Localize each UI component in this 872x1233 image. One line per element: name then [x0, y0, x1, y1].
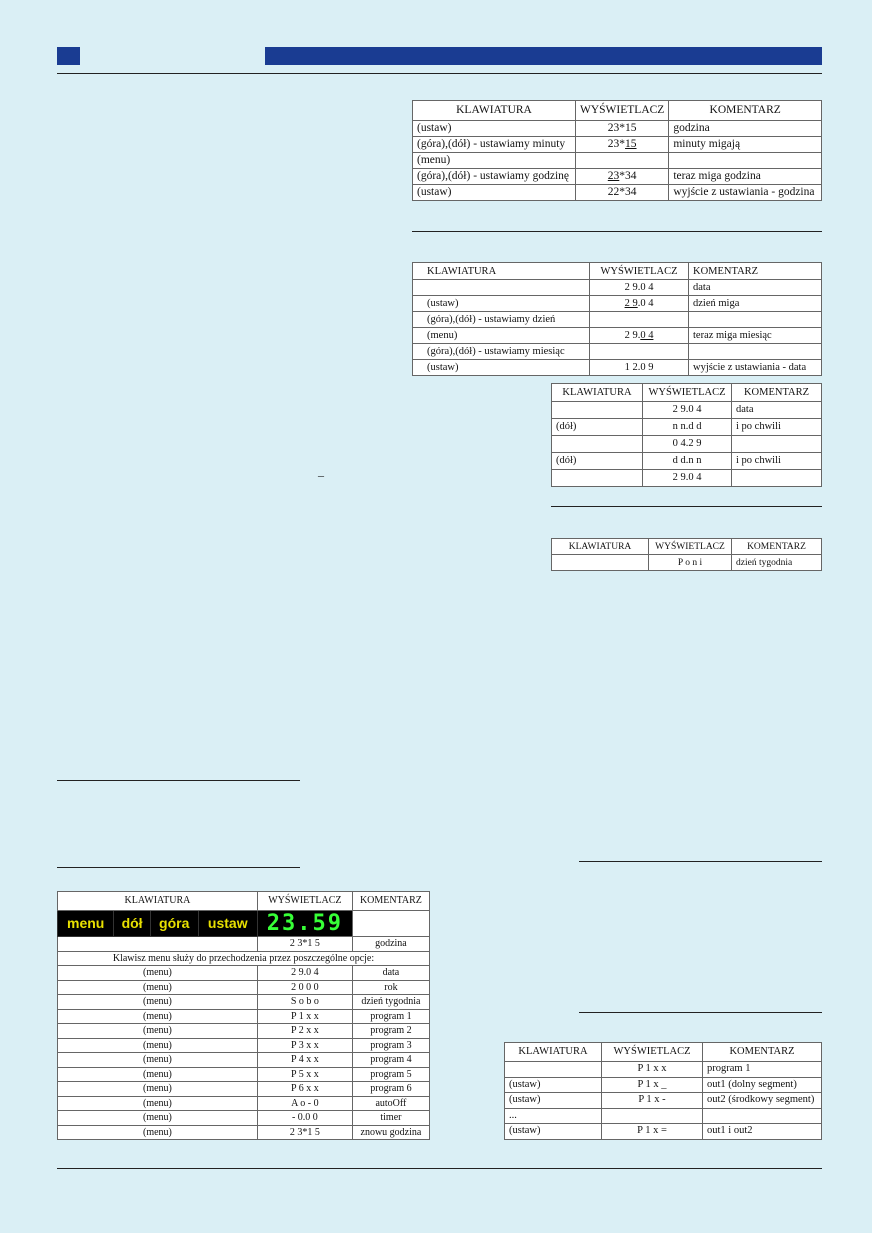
table-row	[58, 1067, 430, 1082]
key-cell: ...	[505, 1108, 602, 1124]
table-row	[552, 419, 822, 436]
display-cell: P 3 x x	[257, 1038, 352, 1053]
key-cell: (ustaw)	[413, 296, 590, 312]
key-cell: (menu)	[413, 153, 576, 169]
key-cell: (ustaw)	[413, 185, 576, 201]
comment-cell: autoOff	[352, 1096, 429, 1111]
display-cell: 2 9.0 4	[257, 966, 352, 981]
key-cell: (menu)	[58, 1082, 258, 1097]
table-row	[552, 453, 822, 470]
key-cell: (menu)	[58, 1096, 258, 1111]
display-cell: 2 9.0 4	[590, 296, 689, 312]
table-row	[58, 1096, 430, 1111]
comment-cell: teraz miga godzina	[669, 169, 822, 185]
col-header-komentarz: KOMENTARZ	[689, 263, 822, 280]
table-row	[413, 137, 822, 153]
menu-key-button[interactable]: menu	[58, 911, 114, 937]
key-cell: (dół)	[552, 419, 643, 436]
comment-cell: minuty migają	[669, 137, 822, 153]
col-header-klawiatura: KLAWIATURA	[552, 384, 643, 402]
comment-cell: dzień tygodnia	[732, 555, 822, 571]
key-cell: (menu)	[58, 1038, 258, 1053]
table-row	[413, 312, 822, 328]
table-row	[58, 1009, 430, 1024]
table-time-setting	[412, 100, 822, 201]
table-row	[505, 1093, 822, 1109]
table-row	[58, 966, 430, 981]
comment-cell: program 4	[352, 1053, 429, 1068]
display-cell: 23*34	[576, 169, 669, 185]
table-row	[413, 328, 822, 344]
table-row	[505, 1124, 822, 1140]
comment-cell: teraz miga miesiąc	[689, 328, 822, 344]
display-cell: P o n i	[649, 555, 732, 571]
display-cell: P 1 x x	[602, 1062, 703, 1078]
header-bar	[265, 47, 822, 65]
comment-cell: data	[352, 966, 429, 981]
display-cell: P 5 x x	[257, 1067, 352, 1082]
key-cell	[552, 555, 649, 571]
footer-rule	[57, 1168, 822, 1169]
up-key-button[interactable]: góra	[150, 911, 198, 937]
comment-cell: data	[732, 402, 822, 419]
col-header-komentarz: KOMENTARZ	[703, 1043, 822, 1062]
display-cell	[590, 344, 689, 360]
key-cell: (góra),(dół) - ustawiamy miesiąc	[413, 344, 590, 360]
table-row	[413, 153, 822, 169]
key-cell: (menu)	[58, 1125, 258, 1140]
key-cell	[413, 280, 590, 296]
comment-cell: i po chwili	[732, 419, 822, 436]
comment-cell	[689, 312, 822, 328]
menu-note: Klawisz menu służy do przechodzenia przez poszczególne opcje:	[58, 951, 430, 966]
comment-cell	[669, 153, 822, 169]
key-cell: (ustaw)	[505, 1124, 602, 1140]
header-rule	[57, 73, 822, 74]
table-row	[58, 1024, 430, 1039]
table-row	[58, 937, 430, 952]
key-cell: (ustaw)	[413, 360, 590, 376]
display-cell	[576, 153, 669, 169]
display-cell: 23*15	[576, 121, 669, 137]
comment-cell	[732, 436, 822, 453]
col-header-wyswietlacz: WYŚWIETLACZ	[643, 384, 732, 402]
col-header-klawiatura: KLAWIATURA	[505, 1043, 602, 1062]
comment-cell: program 3	[352, 1038, 429, 1053]
comment-cell: out1 (dolny segment)	[703, 1077, 822, 1093]
table-row	[505, 1062, 822, 1078]
key-cell: (menu)	[58, 980, 258, 995]
display-cell: 2 3*1 5	[257, 937, 352, 952]
set-key-button[interactable]: ustaw	[198, 911, 257, 937]
display-cell: - 0.0 0	[257, 1111, 352, 1126]
key-cell: (góra),(dół) - ustawiamy minuty	[413, 137, 576, 153]
display-cell: 2 9.0 4	[643, 402, 732, 419]
key-cell: (menu)	[58, 1067, 258, 1082]
comment-cell: godzina	[352, 937, 429, 952]
table-row	[58, 980, 430, 995]
comment-cell	[352, 911, 429, 937]
stray-mark: _	[318, 464, 324, 478]
comment-cell: data	[689, 280, 822, 296]
section-rule	[412, 231, 822, 232]
key-cell: (góra),(dół) - ustawiamy dzień	[413, 312, 590, 328]
col-header-komentarz: KOMENTARZ	[669, 101, 822, 121]
comment-cell: program 5	[352, 1067, 429, 1082]
comment-cell: out1 i out2	[703, 1124, 822, 1140]
display-cell: P 1 x _	[602, 1077, 703, 1093]
key-cell: (menu)	[58, 1111, 258, 1126]
display-cell: 2 3*1 5	[257, 1125, 352, 1140]
table-weekday	[551, 538, 822, 571]
key-cell	[58, 937, 258, 952]
display-cell: P 1 x -	[602, 1093, 703, 1109]
comment-cell	[703, 1108, 822, 1124]
display-cell: 2 9.0 4	[590, 328, 689, 344]
col-header-komentarz: KOMENTARZ	[352, 892, 429, 911]
display-cell: A o - 0	[257, 1096, 352, 1111]
display-cell: 23*15	[576, 137, 669, 153]
display-cell	[590, 312, 689, 328]
comment-cell: wyjście z ustawiania - godzina	[669, 185, 822, 201]
comment-cell: dzień tygodnia	[352, 995, 429, 1010]
section-rule	[551, 506, 822, 507]
table-row	[552, 436, 822, 453]
col-header-klawiatura: KLAWIATURA	[552, 539, 649, 555]
key-cell: (ustaw)	[505, 1077, 602, 1093]
table-row	[413, 280, 822, 296]
display-cell: 1 2.0 9	[590, 360, 689, 376]
key-cell	[505, 1062, 602, 1078]
blinking-digits: 2 9	[624, 298, 638, 309]
table-row	[58, 1125, 430, 1140]
comment-cell: program 2	[352, 1024, 429, 1039]
col-header-wyswietlacz: WYŚWIETLACZ	[590, 263, 689, 280]
key-cell	[552, 470, 643, 487]
comment-cell: out2 (środkowy segment)	[703, 1093, 822, 1109]
table-row	[58, 1053, 430, 1068]
col-header-wyswietlacz: WYŚWIETLACZ	[576, 101, 669, 121]
key-cell: (menu)	[58, 1009, 258, 1024]
section-rule	[57, 780, 300, 781]
col-header-komentarz: KOMENTARZ	[732, 539, 822, 555]
table-program-outputs	[504, 1042, 822, 1140]
display-cell: 22*34	[576, 185, 669, 201]
table-row	[58, 1111, 430, 1126]
display-cell: d d.n n	[643, 453, 732, 470]
col-header-klawiatura: KLAWIATURA	[413, 101, 576, 121]
display-cell: 2 9.0 4	[590, 280, 689, 296]
table-row	[413, 360, 822, 376]
comment-cell: rok	[352, 980, 429, 995]
display-cell	[602, 1108, 703, 1124]
comment-cell: dzień miga	[689, 296, 822, 312]
key-cell	[552, 436, 643, 453]
comment-cell: wyjście z ustawiania - data	[689, 360, 822, 376]
col-header-wyswietlacz: WYŚWIETLACZ	[602, 1043, 703, 1062]
key-cell: (menu)	[58, 1024, 258, 1039]
table-row	[58, 995, 430, 1010]
table-row	[58, 1082, 430, 1097]
down-key-button[interactable]: dół	[114, 911, 150, 937]
display-cell: P 2 x x	[257, 1024, 352, 1039]
led-display-digits: 23.59	[266, 910, 343, 936]
section-rule	[579, 1012, 822, 1013]
comment-cell	[732, 470, 822, 487]
key-cell: (menu)	[58, 995, 258, 1010]
comment-cell	[689, 344, 822, 360]
display-cell: S o b o	[257, 995, 352, 1010]
blinking-digits: 23	[607, 170, 620, 182]
key-cell: (menu)	[58, 1053, 258, 1068]
blinking-digits: 0 4	[640, 330, 654, 341]
col-header-wyswietlacz: WYŚWIETLACZ	[257, 892, 352, 911]
display-cell: 0 4.2 9	[643, 436, 732, 453]
display-cell: 2 9.0 4	[643, 470, 732, 487]
display-cell: P 1 x x	[257, 1009, 352, 1024]
blinking-digits: 15	[625, 138, 637, 150]
comment-cell: program 1	[352, 1009, 429, 1024]
key-cell: (menu)	[58, 966, 258, 981]
comment-cell: program 1	[703, 1062, 822, 1078]
comment-cell: znowu godzina	[352, 1125, 429, 1140]
table-row	[58, 951, 430, 966]
display-cell: P 1 x =	[602, 1124, 703, 1140]
comment-cell: i po chwili	[732, 453, 822, 470]
table-row	[505, 1077, 822, 1093]
header-square	[57, 47, 80, 65]
comment-cell: program 6	[352, 1082, 429, 1097]
key-cell	[552, 402, 643, 419]
comment-cell: timer	[352, 1111, 429, 1126]
comment-cell: godzina	[669, 121, 822, 137]
key-cell: (ustaw)	[505, 1093, 602, 1109]
col-header-wyswietlacz: WYŚWIETLACZ	[649, 539, 732, 555]
key-cell: (góra),(dół) - ustawiamy godzinę	[413, 169, 576, 185]
display-cell: n n.d d	[643, 419, 732, 436]
display-cell: 2 0 0 0	[257, 980, 352, 995]
table-menu-options	[57, 891, 430, 1140]
table-row	[413, 344, 822, 360]
col-header-klawiatura: KLAWIATURA	[413, 263, 590, 280]
table-row	[413, 185, 822, 201]
table-row	[413, 121, 822, 137]
key-cell: (ustaw)	[413, 121, 576, 137]
section-rule	[57, 867, 300, 868]
table-row	[58, 1038, 430, 1053]
section-rule	[579, 861, 822, 862]
led-display	[257, 911, 352, 937]
col-header-komentarz: KOMENTARZ	[732, 384, 822, 402]
table-row	[552, 470, 822, 487]
table-row	[552, 402, 822, 419]
table-date-display	[551, 383, 822, 487]
table-date-setting	[412, 262, 822, 376]
table-row	[552, 555, 822, 571]
display-cell: P 4 x x	[257, 1053, 352, 1068]
table-row	[413, 169, 822, 185]
key-cell: (menu)	[413, 328, 590, 344]
display-cell: P 6 x x	[257, 1082, 352, 1097]
key-cell: (dół)	[552, 453, 643, 470]
table-row	[505, 1108, 822, 1124]
col-header-klawiatura: KLAWIATURA	[58, 892, 258, 911]
table-row	[413, 296, 822, 312]
